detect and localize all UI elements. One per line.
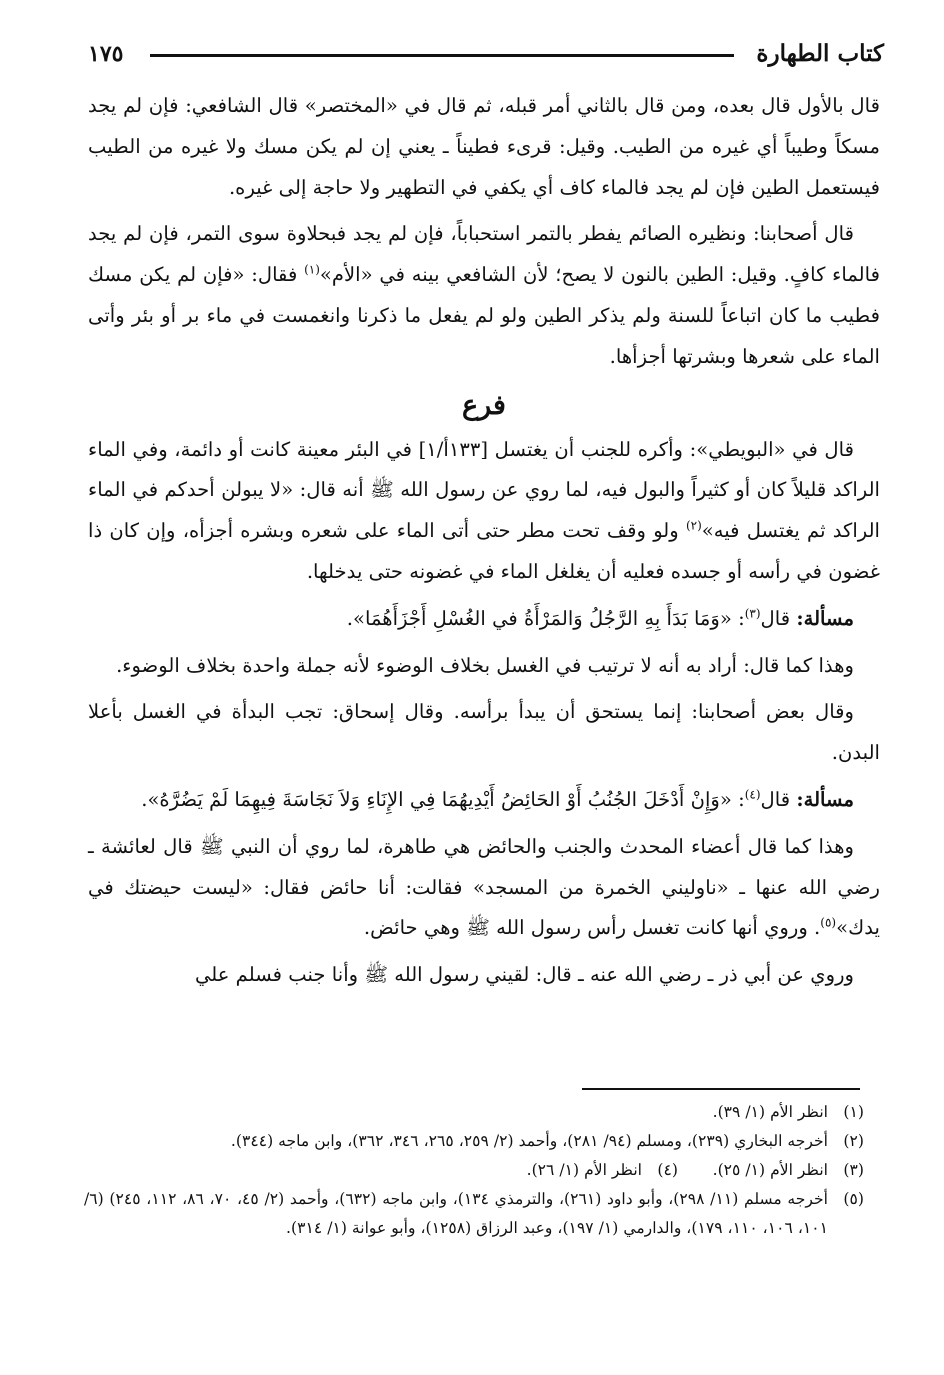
footnote-2 bbox=[84, 1127, 864, 1156]
footnote-number: (٢) bbox=[843, 1132, 864, 1150]
paragraph bbox=[88, 430, 880, 593]
footnote-number: (٥) bbox=[843, 1190, 864, 1208]
footnote-text: أخرجه مسلم (١١/ ٢٩٨)، وأبو داود (٢٦١)، والترمذي ١٣٤)، وابن ماجه (٦٣٢)، وأحمد (٢/ ٤٥، ٧٠، ٨٦، ١١٢، ٢٤٥) (٦/ ١٠١، ١٠٦، ١١٠، ١٧٩)، والدارمي (١/ ١٩٧)، وعبد الرزاق (١٢٥٨)، وأبو عوانة (١/ ٣١٤). bbox=[84, 1190, 828, 1237]
footnote-ref[interactable]: (٤) bbox=[744, 787, 761, 802]
footnote-ref[interactable]: (٥) bbox=[820, 915, 837, 930]
paragraph bbox=[88, 646, 880, 687]
header-rule bbox=[150, 54, 734, 57]
masala-paragraph bbox=[88, 780, 880, 821]
paragraph bbox=[88, 827, 880, 949]
paragraph bbox=[88, 214, 880, 377]
footnote-text: انظر الأم (١/ ٢٦). bbox=[526, 1161, 642, 1179]
footnote-text: انظر الأم (١/ ٣٩). bbox=[712, 1103, 828, 1121]
footnote-1 bbox=[84, 1098, 864, 1127]
footnote-4 bbox=[527, 1156, 678, 1185]
paragraph-text: قال أصحابنا: ونظيره الصائم يفطر بالتمر استحباباً، فإن لم يجد فبحلاوة سوى التمر، فإن لم يجد فالماء كافٍ. وقيل: الطين بالنون لا يصح؛ لأن الشافعي بينه في «الأم» bbox=[88, 222, 880, 287]
chapter-title: كتاب الطهارة bbox=[756, 40, 884, 67]
footnote-5 bbox=[84, 1185, 864, 1243]
paragraph-text: قال bbox=[760, 787, 797, 811]
masala-label: مسألة: bbox=[796, 787, 854, 811]
paragraph-text: قال bbox=[760, 606, 797, 630]
quoted-text: : «وَإِنْ أَدْخَلَ الجُنُبُ أَوْ الحَائِضُ أَيْدِيهُمَا فِي الإِنَاءِ وَلاَ نَجَاسَةَ فِيهِمَا لَمْ يَضُرَّهُ». bbox=[141, 787, 745, 811]
footnote-row bbox=[84, 1156, 864, 1185]
page-number: ١٧٥ bbox=[88, 41, 124, 67]
footnote-separator bbox=[582, 1088, 860, 1090]
masala-label: مسألة: bbox=[796, 606, 854, 630]
footnote-ref[interactable]: (٢) bbox=[685, 518, 702, 533]
footnote-text: انظر الأم (١/ ٢٥). bbox=[712, 1161, 828, 1179]
masala-paragraph bbox=[88, 599, 880, 640]
footnote-ref[interactable]: (١) bbox=[304, 262, 320, 277]
paragraph bbox=[88, 692, 880, 774]
footnote-number: (١) bbox=[843, 1103, 864, 1121]
footnotes bbox=[84, 1098, 864, 1243]
running-header bbox=[88, 38, 884, 78]
quoted-text: : «وَمَا بَدَأَ بِهِ الرَّجُلُ وَالمَرْأَةُ في الغُسْلِ أَجْزَأَهُمَا». bbox=[346, 606, 745, 630]
paragraph-text: ولو وقف تحت مطر حتى أتى الماء على شعره وبشره أجزأه، وإن كان ذا غضون في رأسه أو جسده فعليه أن يغلغل الماء في غضونه حتى يدخلها. bbox=[88, 519, 880, 583]
paragraph-text: وهذا كما قال أعضاء المحدث والجنب والحائض هي طاهرة، لما روي أن النبي ﷺ قال لعائشة ـ رضي الله عنها ـ «ناوليني الخمرة من المسجد» فقالت: أنا حائض فقال: «ليست حيضتك في يدك» bbox=[88, 834, 880, 940]
paragraph-text: وروي عن أبي ذر ـ رضي الله عنه ـ قال: لقيني رسول الله ﷺ وأنا جنب فسلم علي bbox=[194, 963, 854, 987]
footnote-number: (٤) bbox=[657, 1161, 678, 1179]
paragraph bbox=[88, 86, 880, 208]
section-heading: فرع bbox=[462, 389, 506, 421]
footnote-text: أخرجه البخاري (٢٣٩)، ومسلم (٩٤/ ٢٨١)، وأحمد (٢/ ٢٥٩، ٢٦٥، ٣٤٦، ٣٦٢)، وابن ماجه (٣٤٤). bbox=[230, 1132, 828, 1150]
footnote-number: (٣) bbox=[843, 1161, 864, 1179]
paragraph-text: قال بالأول قال بعده، ومن قال بالثاني أمر قبله، ثم قال في «المختصر» قال الشافعي: فإن لم يجد مسكاً وطيباً أي غيره من الطيب. وقيل: قرىء فطيناً ـ يعني إن لم يكن مسك ولا غيره من الطيب فيستعمل الطين فإن لم يجد فالماء كاف أي يكفي في التطهير ولا حاجة إلى غيره. bbox=[88, 94, 880, 199]
paragraph-text: . وروي أنها كانت تغسل رأس رسول الله ﷺ وهي حائض. bbox=[363, 916, 821, 940]
footnote-3 bbox=[678, 1156, 864, 1185]
paragraph-text: قال في «البويطي»: وأكره للجنب أن يغتسل [١٣٣أ/١] في البئر معينة كانت أو دائمة، وفي الماء الراكد قليلاً كان أو كثيراً والبول فيه، لما روي عن رسول الله ﷺ أنه قال: «لا يبولن أحدكم في الماء الراكد ثم يغتسل فيه» bbox=[88, 437, 880, 543]
footnote-ref[interactable]: (٣) bbox=[744, 606, 761, 621]
paragraph bbox=[88, 955, 880, 996]
paragraph-text: فقال: «فإن لم يكن مسك فطيب ما كان اتباعاً للسنة ولم يذكر الطين ولو لم يفعل ما ذكرنا وانغمست في ماء بر أو بئر وأتى الماء على شعرها وبشرتها أجزأها. bbox=[88, 263, 880, 368]
paragraph-text: وهذا كما قال: أراد به أنه لا ترتيب في الغسل بخلاف الوضوء لأنه جملة واحدة بخلاف الوضوء. bbox=[116, 653, 854, 677]
paragraph-text: وقال بعض أصحابنا: إنما يستحق أن يبدأ برأسه. وقال إسحاق: تجب البدأة في الغسل بأعلا البدن. bbox=[88, 700, 880, 765]
main-text bbox=[88, 86, 880, 1002]
